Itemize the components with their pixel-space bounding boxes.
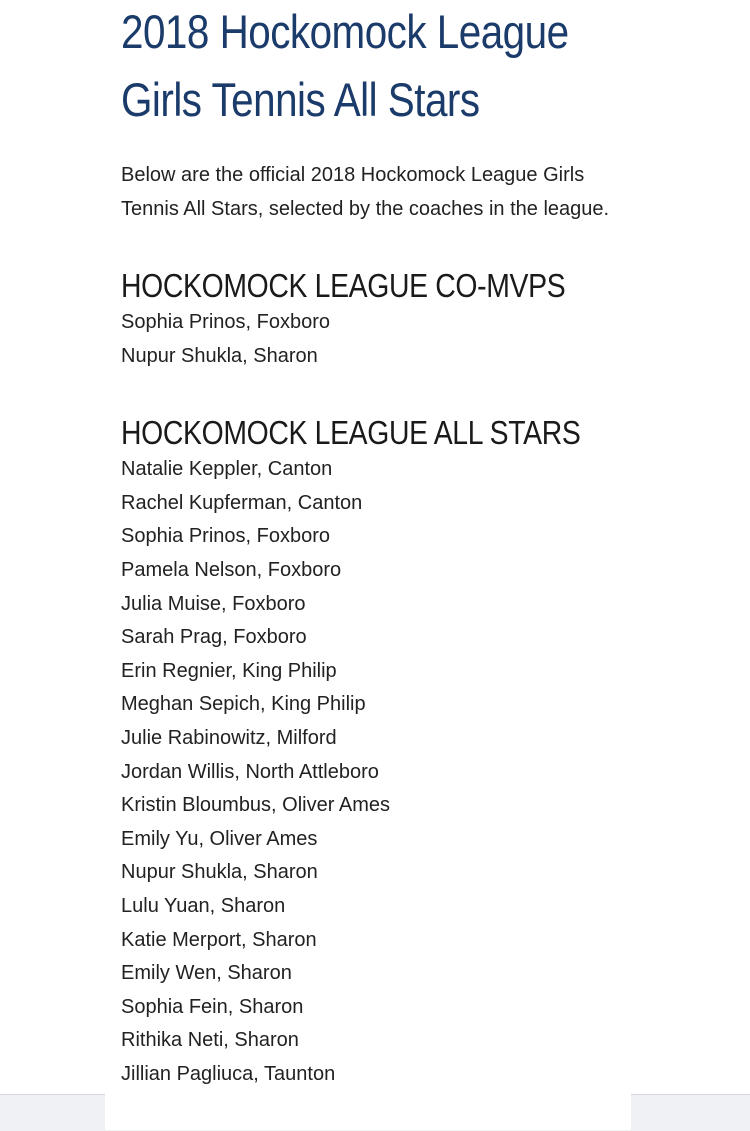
all-star-list-item: Kristin Bloumbus, Oliver Ames (121, 794, 390, 817)
all-star-list-item: Sophia Prinos, Foxboro (121, 525, 331, 548)
all-star-list-item: Lulu Yuan, Sharon (121, 894, 286, 917)
all-star-list-item: Erin Regnier, King Philip (121, 659, 337, 682)
all-star-list-item: Pamela Nelson, Foxboro (121, 558, 342, 581)
mvps-list (121, 306, 611, 373)
all-star-list-item: Sarah Prag, Foxboro (121, 626, 307, 649)
mvps-heading: HOCKOMOCK LEAGUE CO-MVPS (121, 267, 566, 304)
all-star-list-item: Julie Rabinowitz, Milford (121, 726, 337, 749)
all-star-list-item: Meghan Sepich, King Philip (121, 693, 366, 716)
all-star-list-item: Sophia Fein, Sharon (121, 995, 304, 1018)
all-star-list-item: Rithika Neti, Sharon (121, 1029, 299, 1052)
page-title-line-2: Girls Tennis All Stars (121, 73, 480, 126)
all-star-list-item: Rachel Kupferman, Canton (121, 491, 363, 514)
article-content (121, 0, 611, 1091)
all-star-list-item: Julia Muise, Foxboro (121, 592, 306, 615)
all-star-list-item: Emily Wen, Sharon (121, 962, 292, 985)
all-star-list-item: Emily Yu, Oliver Ames (121, 827, 318, 850)
all-star-list-item: Natalie Keppler, Canton (121, 458, 333, 481)
all-star-list-item: Nupur Shukla, Sharon (121, 861, 318, 884)
page-title (121, 0, 611, 134)
page-title-line-1: 2018 Hockomock League (121, 5, 569, 58)
all-stars-list (121, 453, 611, 1091)
all-stars-heading: HOCKOMOCK LEAGUE ALL STARS (121, 414, 581, 452)
all-star-list-item: Katie Merport, Sharon (121, 928, 317, 951)
article-card (105, 0, 631, 1130)
all-star-list-item: Jordan Willis, North Attleboro (121, 760, 379, 783)
intro-paragraph: Below are the official 2018 Hockomock League Girls Tennis All Stars, selected by the coaches in the league. (121, 164, 610, 220)
all-star-list-item: Jillian Pagliuca, Taunton (121, 1062, 336, 1085)
mvp-list-item: Nupur Shukla, Sharon (121, 344, 318, 367)
mvp-list-item: Sophia Prinos, Foxboro (121, 311, 331, 333)
